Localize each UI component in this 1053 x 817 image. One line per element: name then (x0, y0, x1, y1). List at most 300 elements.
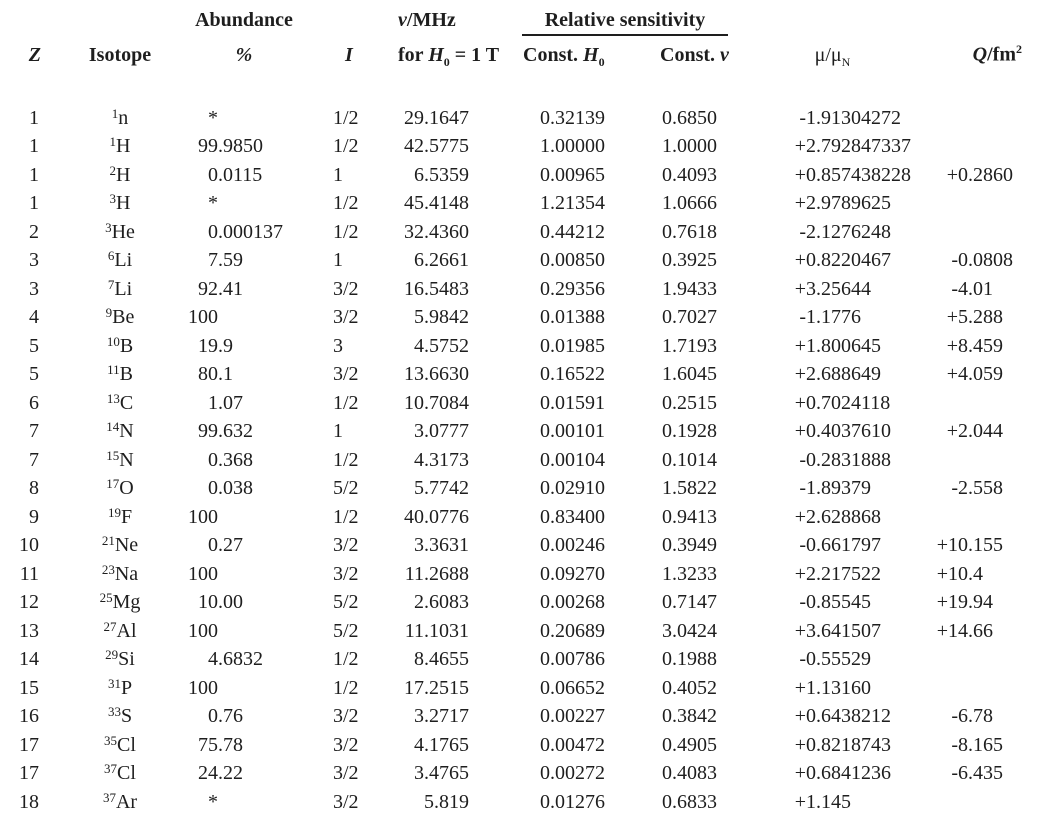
isotope-cell (55, 247, 185, 276)
quadrupole-moment-cell (905, 504, 1053, 533)
z-cell: 12 (19, 591, 39, 614)
magnetic-moment-cell (760, 361, 905, 390)
magnetic-moment-cell-frac: .628868 (816, 505, 881, 528)
magnetic-moment-cell (760, 532, 905, 561)
z-cell: 3 (29, 277, 39, 300)
quadrupole-moment-cell-int: +19 (936, 591, 968, 614)
abundance-cell (185, 390, 325, 419)
spin-cell: 1/2 (333, 448, 359, 471)
magnetic-moment-cell-int: +1 (794, 676, 816, 699)
magnetic-moment-cell-frac: .8218743 (816, 733, 891, 756)
isotope-cell (55, 532, 185, 561)
abundance-cell-frac: .41 (218, 277, 243, 300)
magnetic-moment-cell-int: +2 (794, 562, 816, 585)
spin-cell: 1/2 (333, 135, 359, 158)
isotope-symbol: C (119, 391, 134, 414)
frequency-cell: 11.1031 (404, 619, 469, 642)
frequency-cell: 6.5359 (414, 163, 469, 186)
abundance-cell-frac: .0115 (218, 163, 263, 186)
magnetic-moment-cell-int: +0 (794, 249, 816, 272)
frequency-cell: 11.2688 (404, 562, 469, 585)
spin-cell: 1/2 (333, 391, 359, 414)
isotope-symbol: Cl (117, 733, 136, 756)
quadrupole-moment-cell-int: +0 (946, 163, 968, 186)
magnetic-moment-cell-int: -0 (799, 648, 816, 671)
table-row (0, 532, 1053, 561)
sensitivity-const-nu-cell: 0.6833 (662, 790, 717, 813)
abundance-cell (185, 646, 325, 675)
quadrupole-moment-cell (905, 390, 1053, 419)
table-row (0, 304, 1053, 333)
quadrupole-moment-cell (905, 105, 1053, 134)
abundance-cell-frac: .22 (218, 762, 243, 785)
table-row (0, 561, 1053, 590)
isotope-mass-number: 33 (107, 704, 121, 720)
quadrupole-moment-cell-int: -8 (951, 733, 968, 756)
sensitivity-const-nu-cell: 1.0000 (662, 135, 717, 158)
frequency-cell: 2.6083 (414, 591, 469, 614)
table-row (0, 475, 1053, 504)
spin-cell: 3/2 (333, 306, 359, 329)
abundance-cell (185, 361, 325, 390)
quadrupole-moment-cell-frac: .288 (968, 306, 1003, 329)
magnetic-moment-cell (760, 133, 911, 162)
z-cell: 4 (29, 306, 39, 329)
magnetic-moment-cell-frac: .688649 (816, 363, 881, 386)
table-row (0, 418, 1053, 447)
magnetic-moment-cell-frac: .217522 (816, 562, 881, 585)
abundance-cell-int: 0 (208, 477, 218, 500)
isotope-mass-number: 37 (102, 789, 116, 805)
header-row-bottom (0, 36, 1053, 75)
abundance-cell-frac: .9850 (218, 135, 263, 158)
magnetic-moment-cell-frac: .792847337 (816, 135, 911, 158)
table-row (0, 105, 1053, 134)
isotope-cell (55, 561, 185, 590)
spin-cell: 3/2 (333, 363, 359, 386)
magnetic-moment-cell (760, 475, 905, 504)
quadrupole-moment-cell-frac: .4 (968, 562, 983, 585)
magnetic-moment-cell (760, 504, 905, 533)
quadrupole-moment-cell-frac: .165 (968, 733, 1003, 756)
magnetic-moment-cell-frac: .6438212 (816, 705, 891, 728)
sensitivity-const-nu-cell: 0.4093 (662, 163, 717, 186)
sensitivity-const-h0-cell: 0.01388 (540, 306, 605, 329)
sensitivity-const-nu-cell: 0.1928 (662, 420, 717, 443)
z-cell: 3 (29, 249, 39, 272)
spin-cell: 3/2 (333, 534, 359, 557)
magnetic-moment-cell-int: -1 (799, 477, 816, 500)
isotope-symbol: B (119, 334, 134, 357)
table-body (0, 105, 1053, 817)
frequency-cell: 4.3173 (414, 448, 469, 471)
isotope-cell (55, 105, 185, 134)
sensitivity-const-h0-cell: 0.00104 (540, 448, 605, 471)
quadrupole-moment-cell-int: -4 (951, 277, 968, 300)
abundance-cell-int: 75 (198, 733, 218, 756)
isotope-symbol: S (120, 705, 133, 728)
isotope-symbol: Si (118, 648, 135, 671)
quadrupole-moment-cell (905, 760, 1053, 789)
quadrupole-moment-cell-frac: .78 (968, 705, 993, 728)
spin-cell: 1/2 (333, 192, 359, 215)
quadrupole-moment-cell (905, 276, 1053, 305)
quadrupole-moment-cell (905, 162, 1053, 191)
abundance-cell-int: 7 (208, 249, 218, 272)
isotope-cell (55, 304, 185, 333)
sensitivity-const-nu-cell: 1.5822 (662, 477, 717, 500)
isotope-mass-number: 27 (103, 618, 117, 634)
magnetic-moment-cell-int: +0 (794, 733, 816, 756)
sensitivity-const-nu-cell: 0.1014 (662, 448, 717, 471)
sensitivity-const-nu-cell: 0.7027 (662, 306, 717, 329)
table-row (0, 333, 1053, 362)
magnetic-moment-cell-frac: .85545 (816, 591, 871, 614)
table-row (0, 219, 1053, 248)
abundance-cell-int: 0 (208, 705, 218, 728)
spin-cell: 3 (333, 334, 343, 357)
abundance-cell (185, 703, 325, 732)
quadrupole-moment-cell-frac: .435 (968, 762, 1003, 785)
isotope-mass-number: 3 (109, 191, 117, 207)
sensitivity-const-h0-cell: 1.21354 (540, 192, 605, 215)
abundance-cell (185, 504, 325, 533)
magnetic-moment-cell-frac: .8220467 (816, 249, 891, 272)
magnetic-moment-cell-frac: .91304272 (816, 106, 901, 129)
quadrupole-moment-cell-int: -2 (951, 477, 968, 500)
isotope-symbol: n (118, 106, 129, 129)
sensitivity-const-h0-cell: 0.29356 (540, 277, 605, 300)
abundance-cell (185, 333, 325, 362)
isotope-symbol: Ar (115, 790, 138, 813)
isotope-symbol: H (116, 135, 131, 158)
table-row (0, 447, 1053, 476)
table-row (0, 703, 1053, 732)
abundance-cell (185, 475, 325, 504)
isotope-cell (55, 475, 185, 504)
isotope-symbol: Al (116, 619, 137, 642)
sensitivity-const-nu-cell: 0.3842 (662, 705, 717, 728)
isotope-cell (55, 333, 185, 362)
magnetic-moment-cell-int: +2 (794, 505, 816, 528)
magnetic-moment-cell (760, 732, 905, 761)
quadrupole-moment-cell-frac: .059 (968, 363, 1003, 386)
isotope-cell (55, 646, 185, 675)
isotope-mass-number: 21 (101, 533, 115, 549)
isotope-mass-number: 6 (107, 248, 115, 264)
quadrupole-moment-cell (905, 532, 1053, 561)
isotope-mass-number: 29 (105, 647, 119, 663)
magnetic-moment-cell (760, 703, 905, 732)
abundance-cell (185, 618, 325, 647)
table-header (0, 6, 1053, 105)
sensitivity-const-nu-cell: 3.0424 (662, 619, 717, 642)
relative-sensitivity-header (520, 6, 760, 36)
sensitivity-const-h0-cell: 0.00246 (540, 534, 605, 557)
magnetic-moment-cell (760, 304, 905, 333)
sensitivity-const-h0-cell: 1.00000 (540, 135, 605, 158)
magnetic-moment-cell-int: +1 (794, 790, 816, 813)
frequency-cell: 29.1647 (404, 106, 469, 129)
spin-cell: 3/2 (333, 762, 359, 785)
sensitivity-const-nu-cell: 0.4905 (662, 733, 717, 756)
quadrupole-moment-cell-int: -0 (951, 249, 968, 272)
quadrupole-moment-cell-frac: .459 (968, 334, 1003, 357)
isotope-symbol: Mg (112, 591, 141, 614)
isotope-cell (55, 219, 185, 248)
magnetic-moment-cell-int: -2 (799, 220, 816, 243)
z-cell: 17 (19, 733, 39, 756)
abundance-cell-int: * (208, 192, 218, 215)
spin-cell: 3/2 (333, 277, 359, 300)
magnetic-moment-cell-frac: .6841236 (816, 762, 891, 785)
abundance-cell-frac: .1 (218, 363, 233, 386)
magnetic-moment-cell (760, 618, 905, 647)
sensitivity-const-h0-cell: 0.01985 (540, 334, 605, 357)
magnetic-moment-cell-int: +3 (794, 277, 816, 300)
isotope-symbol: Li (114, 249, 133, 272)
z-cell: 7 (29, 420, 39, 443)
magnetic-moment-cell-frac: .4037610 (816, 420, 891, 443)
relative-sensitivity-underline: Relative sensitivity (522, 6, 728, 36)
table-row (0, 247, 1053, 276)
abundance-unit-header: % (235, 43, 253, 66)
sensitivity-const-h0-cell: 0.00268 (540, 591, 605, 614)
const-h0-column-header: Const. $H_0$ (523, 43, 605, 69)
z-cell: 5 (29, 334, 39, 357)
isotope-cell (55, 675, 185, 704)
quadrupole-moment-cell (905, 418, 1053, 447)
table-row (0, 361, 1053, 390)
z-cell: 1 (29, 163, 39, 186)
magnetic-moment-cell (760, 333, 905, 362)
abundance-cell (185, 675, 325, 704)
quadrupole-moment-cell-int: +8 (946, 334, 968, 357)
sensitivity-const-h0-cell: 0.06652 (540, 676, 605, 699)
z-cell: 14 (19, 648, 39, 671)
isotope-mass-number: 7 (107, 276, 115, 292)
spin-cell: 3/2 (333, 562, 359, 585)
abundance-cell-int: 1 (208, 391, 218, 414)
abundance-cell (185, 532, 325, 561)
table-row (0, 276, 1053, 305)
quadrupole-moment-cell-int: +2 (946, 420, 968, 443)
frequency-cell: 16.5483 (404, 277, 469, 300)
magnetic-moment-cell-frac: .1776 (816, 306, 861, 329)
magnetic-moment-cell (760, 190, 905, 219)
sensitivity-const-nu-cell: 0.3949 (662, 534, 717, 557)
magnetic-moment-cell-frac: .13160 (816, 676, 871, 699)
magnetic-moment-cell (760, 219, 905, 248)
magnetic-moment-cell (760, 589, 905, 618)
magnetic-moment-cell-int: +2 (794, 135, 816, 158)
frequency-cell: 4.5752 (414, 334, 469, 357)
magnetic-moment-cell (760, 646, 905, 675)
abundance-cell (185, 276, 325, 305)
isotope-cell (55, 618, 185, 647)
sensitivity-const-nu-cell: 0.7618 (662, 220, 717, 243)
abundance-cell-int: 19 (198, 334, 218, 357)
sensitivity-const-h0-cell: 0.01276 (540, 790, 605, 813)
z-column-header: Z (28, 43, 41, 66)
isotope-symbol: O (119, 477, 134, 500)
abundance-cell (185, 732, 325, 761)
abundance-cell-frac: .9 (218, 334, 233, 357)
isotope-symbol: H (116, 163, 131, 186)
magnetic-moment-cell-int: +1 (794, 334, 816, 357)
abundance-cell-int: 4 (208, 648, 218, 671)
table-row (0, 675, 1053, 704)
abundance-cell-frac: .00 (218, 591, 243, 614)
magnetic-moment-cell-frac: .89379 (816, 477, 871, 500)
z-cell: 1 (29, 106, 39, 129)
isotope-symbol: H (116, 192, 131, 215)
isotope-mass-number: 1 (109, 134, 117, 150)
magnetic-moment-cell-int: +2 (794, 363, 816, 386)
frequency-cell: 17.2515 (404, 676, 469, 699)
sensitivity-const-h0-cell: 0.00472 (540, 733, 605, 756)
z-cell: 15 (19, 676, 39, 699)
quadrupole-moment-cell-int: +14 (936, 619, 968, 642)
isotope-mass-number: 37 (104, 761, 118, 777)
isotope-symbol: He (111, 220, 135, 243)
isotope-mass-number: 19 (107, 504, 121, 520)
quadrupole-moment-cell (905, 333, 1053, 362)
magnetic-moment-cell-int: -0 (799, 591, 816, 614)
sensitivity-const-h0-cell: 0.00272 (540, 762, 605, 785)
isotope-mass-number: 15 (106, 447, 120, 463)
isotope-cell (55, 789, 185, 817)
spin-cell: 1/2 (333, 505, 359, 528)
quadrupole-column-header: $Q/fm^2$ (972, 42, 1022, 66)
isotope-mass-number: 1 (111, 105, 119, 121)
spin-cell: 1/2 (333, 220, 359, 243)
sensitivity-const-nu-cell: 1.7193 (662, 334, 717, 357)
abundance-cell (185, 190, 325, 219)
isotope-cell (55, 162, 185, 191)
spin-cell: 1/2 (333, 676, 359, 699)
quadrupole-moment-cell-frac: .044 (968, 420, 1003, 443)
sensitivity-const-nu-cell: 0.2515 (662, 391, 717, 414)
sensitivity-const-nu-cell: 0.6850 (662, 106, 717, 129)
quadrupole-moment-cell (905, 447, 1053, 476)
frequency-cell: 40.0776 (404, 505, 469, 528)
abundance-cell-int: 92 (198, 277, 218, 300)
quadrupole-moment-cell (905, 361, 1053, 390)
quadrupole-moment-cell-int: +10 (936, 562, 968, 585)
magnetic-moment-cell-int: -1 (799, 306, 816, 329)
abundance-cell (185, 304, 325, 333)
magnetic-moment-cell-frac: .9789625 (816, 192, 891, 215)
frequency-cell: 13.6630 (404, 363, 469, 386)
sensitivity-const-h0-cell: 0.00965 (540, 163, 605, 186)
isotope-cell (55, 447, 185, 476)
magnetic-moment-cell-frac: .55529 (816, 648, 871, 671)
z-cell: 16 (19, 705, 39, 728)
abundance-cell (185, 247, 325, 276)
table-row (0, 732, 1053, 761)
z-cell: 1 (29, 135, 39, 158)
sensitivity-const-h0-cell: 0.20689 (540, 619, 605, 642)
frequency-cell: 42.5775 (404, 135, 469, 158)
z-cell: 17 (19, 762, 39, 785)
quadrupole-moment-cell-frac: .155 (968, 534, 1003, 557)
spin-cell: 1 (333, 249, 343, 272)
header-gap (0, 75, 1053, 105)
isotope-symbol: P (120, 676, 133, 699)
quadrupole-moment-cell-frac: .2860 (968, 163, 1013, 186)
quadrupole-moment-cell (905, 219, 1053, 248)
sensitivity-const-nu-cell: 0.9413 (662, 505, 717, 528)
const-nu-column-header: Const. ν (660, 43, 729, 66)
isotope-symbol: N (119, 420, 134, 443)
magnetic-moment-cell (760, 789, 905, 817)
frequency-cell: 5.9842 (414, 306, 469, 329)
sensitivity-const-nu-cell: 0.4083 (662, 762, 717, 785)
isotope-symbol: Na (114, 562, 139, 585)
magnetic-moment-cell-int: +0 (794, 762, 816, 785)
sensitivity-const-h0-cell: 0.32139 (540, 106, 605, 129)
quadrupole-moment-cell (905, 247, 1053, 276)
sensitivity-const-h0-cell: 0.83400 (540, 505, 605, 528)
isotope-mass-number: 10 (106, 333, 120, 349)
quadrupole-moment-cell (905, 675, 1053, 704)
spin-cell: 1 (333, 420, 343, 443)
quadrupole-moment-cell-int: -6 (951, 705, 968, 728)
frequency-cell: 3.2717 (414, 705, 469, 728)
magnetic-moment-cell (760, 276, 905, 305)
abundance-cell-int: 0 (208, 448, 218, 471)
magnetic-moment-cell (760, 247, 905, 276)
isotope-mass-number: 25 (99, 590, 113, 606)
abundance-cell-frac: .6832 (218, 648, 263, 671)
quadrupole-moment-cell-frac: .558 (968, 477, 1003, 500)
z-cell: 6 (29, 391, 39, 414)
isotope-mass-number: 2 (109, 162, 117, 178)
z-cell: 11 (19, 562, 39, 585)
z-cell: 9 (29, 505, 39, 528)
quadrupole-moment-cell-int: +10 (936, 534, 968, 557)
quadrupole-moment-cell-frac: .94 (968, 591, 993, 614)
isotope-cell (55, 732, 185, 761)
frequency-cell: 3.0777 (414, 420, 469, 443)
abundance-cell-int: 0 (208, 534, 218, 557)
sensitivity-const-nu-cell: 0.3925 (662, 249, 717, 272)
sensitivity-const-h0-cell: 0.44212 (540, 220, 605, 243)
abundance-cell-int: 0 (208, 163, 218, 186)
quadrupole-moment-cell (905, 561, 1053, 590)
magnetic-moment-cell-frac: .145 (816, 790, 851, 813)
abundance-cell-int: 100 (188, 562, 218, 585)
abundance-cell-int: 100 (188, 306, 218, 329)
isotope-column-header: Isotope (88, 43, 152, 66)
sensitivity-const-h0-cell: 0.00850 (540, 249, 605, 272)
abundance-cell-frac: .59 (218, 249, 243, 272)
magnetic-moment-cell-frac: .661797 (816, 534, 881, 557)
abundance-cell-int: 100 (188, 676, 218, 699)
magnetic-moment-cell-int: -1 (799, 106, 816, 129)
z-cell: 1 (29, 192, 39, 215)
sensitivity-const-h0-cell: 0.02910 (540, 477, 605, 500)
magnetic-moment-cell-frac: .1276248 (816, 220, 891, 243)
magnetic-moment-cell-int: +0 (794, 420, 816, 443)
abundance-cell-frac: .78 (218, 733, 243, 756)
isotope-cell (55, 418, 185, 447)
table-row (0, 390, 1053, 419)
quadrupole-moment-cell (905, 646, 1053, 675)
sensitivity-const-nu-cell: 1.6045 (662, 363, 717, 386)
z-cell: 8 (29, 477, 39, 500)
